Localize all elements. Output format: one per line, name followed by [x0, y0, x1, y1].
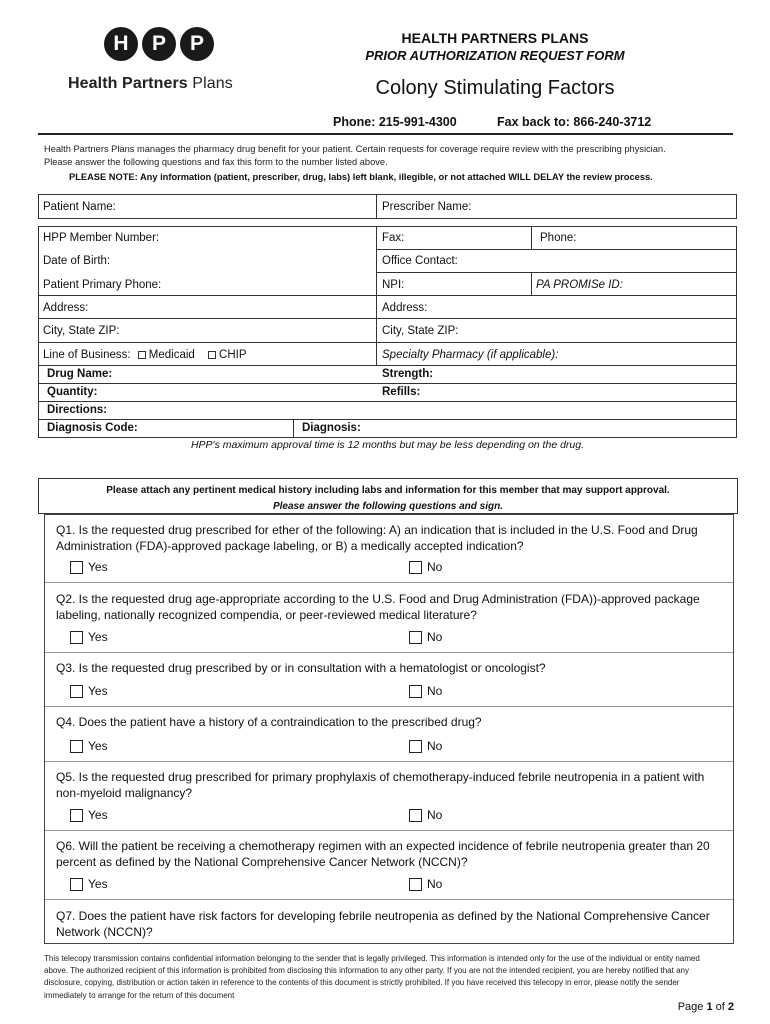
max-approval-note: HPP's maximum approval time is 12 months but may be less depending on the drug.	[190, 439, 585, 451]
fax-number: Fax back to: 866-240-3712	[497, 115, 652, 129]
q6-yes-option[interactable]: Yes	[70, 877, 108, 891]
logo-circles	[104, 27, 248, 61]
diagnosis-code-field[interactable]: Diagnosis Code:	[47, 422, 138, 434]
prescriber-city-field[interactable]: City, State ZIP:	[382, 325, 459, 337]
question-6: Q6. Will the patient be receiving a chemotherapy regimen with an expected incidence of febrile neutropenia greater than 20 percent as defined by the National Comprehensive Cancer Network (NCCN)?	[56, 839, 710, 869]
question-2: Q2. Is the requested drug age-appropriate according to the U.S. Food and Drug Administration (FDA))-approved package labeling, nationally recognized compendia, or peer-reviewed medical literature?	[56, 592, 700, 622]
q5-no-option[interactable]: No	[409, 808, 442, 822]
checkbox[interactable]	[70, 740, 83, 753]
checkbox[interactable]	[70, 631, 83, 644]
patient-name-field[interactable]: Patient Name:	[43, 201, 116, 213]
q5-yes-option[interactable]: Yes	[70, 808, 108, 822]
page-number: Page 1 of 2	[677, 1001, 734, 1013]
question-5: Q5. Is the requested drug prescribed for primary prophylaxis of chemotherapy-induced febrile neutropenia in a patient with non-myeloid malignancy?	[56, 770, 705, 800]
checkbox[interactable]	[70, 685, 83, 698]
phone-number: Phone: 215-991-4300	[333, 115, 457, 129]
q1-yes-option[interactable]: Yes	[70, 560, 108, 574]
prescriber-address-field[interactable]: Address:	[382, 302, 428, 314]
q4-no-option[interactable]: No	[409, 739, 442, 753]
hpp-logo	[68, 27, 248, 93]
diagnosis-field[interactable]: Diagnosis:	[302, 422, 361, 434]
checkbox[interactable]	[70, 809, 83, 822]
logo-letter: P	[180, 27, 214, 61]
line-of-business: Line of Business: Medicaid CHIP	[43, 349, 247, 361]
npi-field[interactable]: NPI:	[382, 279, 405, 291]
office-contact-field[interactable]: Office Contact:	[382, 255, 458, 267]
q3-no-option[interactable]: No	[409, 684, 442, 698]
checkbox[interactable]	[409, 685, 422, 698]
q1-no-option[interactable]: No	[409, 560, 442, 574]
directions-field[interactable]: Directions:	[47, 404, 108, 416]
attach-instructions: Please attach any pertinent medical history including labs and information for this member that may support approval. Please answer the following questions and sign.	[38, 478, 738, 514]
q6-no-option[interactable]: No	[409, 877, 442, 891]
dob-field[interactable]: Date of Birth:	[43, 255, 111, 267]
patient-address-field[interactable]: Address:	[43, 302, 89, 314]
member-number-field[interactable]: HPP Member Number:	[43, 232, 160, 244]
refills-field[interactable]: Refills:	[382, 386, 421, 398]
pa-promise-field[interactable]: PA PROMISe ID:	[536, 279, 623, 291]
checkbox[interactable]	[409, 561, 422, 574]
q2-yes-option[interactable]: Yes	[70, 630, 108, 644]
question-7: Q7. Does the patient have risk factors for developing febrile neutropenia as defined by the National Comprehensive Cancer Network (NCCN)?	[56, 909, 710, 939]
q3-yes-option[interactable]: Yes	[70, 684, 108, 698]
drug-name-field[interactable]: Drug Name:	[47, 368, 113, 380]
chip-checkbox[interactable]	[208, 351, 216, 359]
checkbox[interactable]	[409, 631, 422, 644]
patient-info-table	[38, 226, 737, 438]
question-4: Q4. Does the patient have a history of a contraindication to the prescribed drug?	[56, 715, 482, 729]
logo-letter: P	[142, 27, 176, 61]
organization-title: HEALTH PARTNERS PLANS	[401, 30, 589, 46]
form-name: Colony Stimulating Factors	[375, 77, 615, 99]
quantity-field[interactable]: Quantity:	[47, 386, 98, 398]
medicaid-checkbox[interactable]	[138, 351, 146, 359]
header-divider	[38, 133, 733, 135]
questions-box	[44, 514, 734, 944]
logo-wordmark: Health Partners Plans	[68, 75, 233, 92]
checkbox[interactable]	[70, 561, 83, 574]
question-3: Q3. Is the requested drug prescribed by or in consultation with a hematologist or oncologist?	[56, 661, 546, 675]
checkbox[interactable]	[70, 878, 83, 891]
checkbox[interactable]	[409, 809, 422, 822]
q4-yes-option[interactable]: Yes	[70, 739, 108, 753]
specialty-pharmacy-field[interactable]: Specialty Pharmacy (if applicable):	[382, 349, 559, 361]
question-1: Q1. Is the requested drug prescribed for ether of the following: A) an indication that is included in the U.S. Food and Drug Administration (FDA)-approved package labeling, or B) a medically accepted indication?	[56, 523, 698, 553]
prescriber-fax-field[interactable]: Fax:	[382, 232, 405, 244]
form-type-title: PRIOR AUTHORIZATION REQUEST FORM	[365, 48, 625, 63]
name-row	[38, 194, 737, 219]
strength-field[interactable]: Strength:	[382, 368, 434, 380]
q2-no-option[interactable]: No	[409, 630, 442, 644]
logo-letter: H	[104, 27, 138, 61]
please-note: PLEASE NOTE: Any information (patient, prescriber, drug, labs) left blank, illegible, or not attached WILL DELAY the review process.	[69, 172, 653, 182]
patient-phone-field[interactable]: Patient Primary Phone:	[43, 279, 162, 291]
checkbox[interactable]	[409, 740, 422, 753]
confidentiality-notice: This telecopy transmission contains confidential information belonging to the sender that is legally privileged. This information is intended only for the use of the individual or entity named above. The authorized recipient of this information is prohibited from disclosing this information to any other party. If you are not the intended recipient, you are hereby notified that any disclosure, copying, distribution or action taken in reference to the contents of this document is strictly prohibited. If you have received this telecopy in error, please notify the sender immediately to arrange for the return of this document	[44, 954, 700, 1000]
intro-text: Health Partners Plans manages the pharmacy drug benefit for your patient. Certain requests for coverage require review with the prescribing physician. Please answer the following questions and fax this form to the number listed above.	[44, 144, 666, 167]
prescriber-name-field[interactable]: Prescriber Name:	[382, 201, 472, 213]
prescriber-phone-field[interactable]: Phone:	[540, 232, 577, 244]
checkbox[interactable]	[409, 878, 422, 891]
patient-city-field[interactable]: City, State ZIP:	[43, 325, 120, 337]
